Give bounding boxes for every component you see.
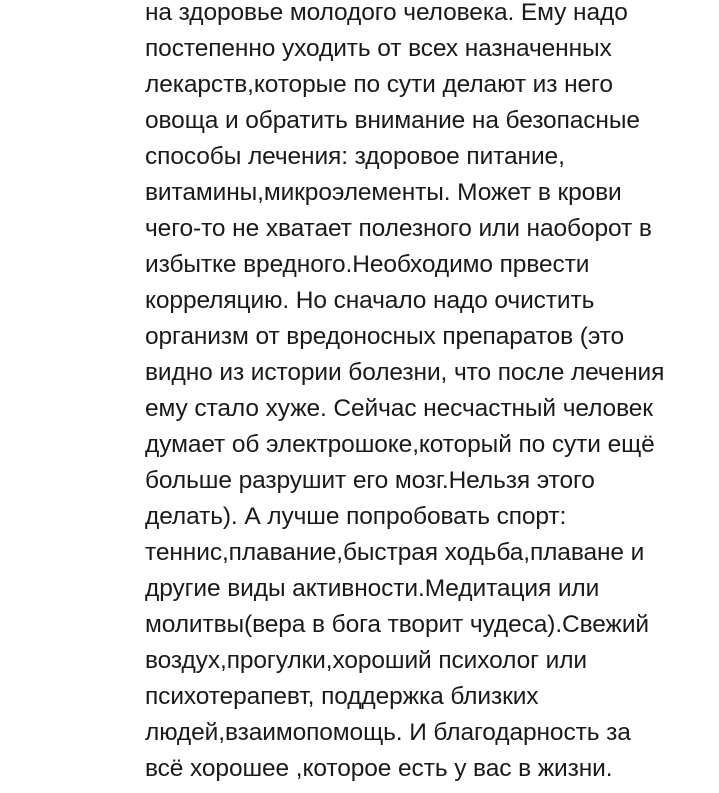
comment-line: видно из истории болезни, что после лечения xyxy=(145,359,665,386)
comment-line: всё хорошее ,которое есть у вас в жизни. xyxy=(145,755,613,782)
comment-line: чего-то не хватает полезного или наоборот в xyxy=(145,215,652,242)
comment-line: людей,взаимопомощь. И благодарность за xyxy=(145,719,631,746)
comment-line: постепенно уходить от всех назначенных xyxy=(145,35,612,62)
comment-line: делать). А лучше попробовать спорт: xyxy=(145,503,567,530)
comment-line: другие виды активности.Медитация или xyxy=(145,575,600,602)
comment-line: на здоровье молодого человека. Ему надо xyxy=(145,0,628,26)
comment-line: теннис,плавание,быстрая ходьба,плаване и xyxy=(145,539,645,566)
comment-line: способы лечения: здоровое питание, xyxy=(145,143,565,170)
comment-line: овоща и обратить внимание на безопасные xyxy=(145,107,640,134)
comment-line: думает об электрошоке,который по сути ещё xyxy=(145,431,655,458)
comment-line: корреляцию. Но сначало надо очистить xyxy=(145,287,595,314)
comment-line: больше разрушит его мозг.Нельзя этого xyxy=(145,467,595,494)
comment-text xyxy=(145,0,705,787)
comment-line: избытке вредного.Необходимо првести xyxy=(145,251,590,278)
comment-line: витамины,микроэлементы. Может в крови xyxy=(145,179,622,206)
comment-line: организм от вредоносных препаратов (это xyxy=(145,323,625,350)
comment-line: ему стало хуже. Сейчас несчастный человек xyxy=(145,395,653,422)
comment-line: воздух,прогулки,хороший психолог или xyxy=(145,647,588,674)
comment-line: лекарств,которые по сути делают из него xyxy=(145,71,613,98)
comment-line: молитвы(вера в бога творит чудеса).Свежий xyxy=(145,611,649,638)
comment-line: психотерапевт, поддержка близких xyxy=(145,683,539,710)
